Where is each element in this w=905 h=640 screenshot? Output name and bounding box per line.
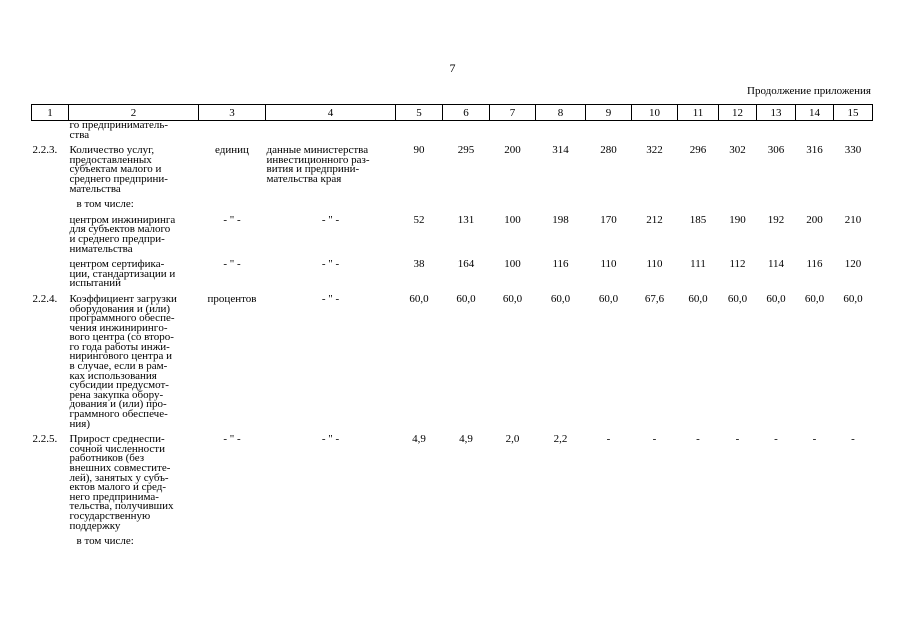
table-row <box>32 435 873 531</box>
value-cell: 322 <box>646 144 663 157</box>
value-cell: 52 <box>413 213 425 226</box>
unit-cell <box>199 121 266 141</box>
indicator-name: центром сертифика- ции, стандартизации и испытаний <box>69 258 176 290</box>
indicators-table <box>31 104 873 547</box>
header-cell: 15 <box>834 105 873 121</box>
value-cell <box>796 121 834 141</box>
unit-cell <box>199 537 266 547</box>
table-row <box>32 121 873 141</box>
value-cell: 316 <box>806 144 823 157</box>
value-cell: 60,0 <box>766 292 786 305</box>
value-cell: 314 <box>552 144 569 157</box>
source-cell: - " - <box>321 292 340 305</box>
value-cell: 198 <box>552 213 569 226</box>
value-cell <box>678 121 719 141</box>
value-cell <box>796 200 834 210</box>
value-cell <box>586 200 632 210</box>
unit-cell: единиц <box>215 144 249 157</box>
value-cell: - <box>774 433 778 446</box>
value-cell <box>396 537 443 547</box>
value-cell: 116 <box>552 258 569 271</box>
value-cell: - <box>652 433 657 446</box>
value-cell: 302 <box>729 144 746 157</box>
row-number: 2.2.3. <box>32 144 58 157</box>
source-cell <box>266 537 396 547</box>
value-cell: 120 <box>844 258 862 271</box>
table-row <box>32 216 873 254</box>
row-number <box>32 260 69 289</box>
value-cell <box>834 200 873 210</box>
value-cell: 100 <box>504 258 521 271</box>
row-number <box>32 537 69 547</box>
value-cell: 111 <box>690 258 706 271</box>
value-cell: 306 <box>767 144 785 157</box>
value-cell: 2,0 <box>505 433 520 446</box>
table-row <box>32 200 873 210</box>
value-cell: 60,0 <box>598 292 619 305</box>
value-cell: 200 <box>504 144 521 157</box>
value-cell: 110 <box>600 258 617 271</box>
value-cell: - <box>812 433 817 446</box>
value-cell: 131 <box>457 213 475 226</box>
header-cell: 11 <box>678 105 719 121</box>
value-cell: 114 <box>767 258 785 271</box>
source-cell: - " - <box>321 258 340 271</box>
value-cell: 4,9 <box>459 433 473 446</box>
source-cell <box>266 200 396 210</box>
value-cell: 280 <box>600 144 617 157</box>
header-cell: 8 <box>536 105 586 121</box>
indicator-name: Количество услуг, предоставленных субъектам малого и среднего предприни- мательства <box>69 144 168 195</box>
value-cell: 90 <box>413 144 425 157</box>
value-cell: 2,2 <box>553 433 568 446</box>
value-cell: 295 <box>457 144 475 157</box>
value-cell <box>490 537 536 547</box>
indicator-name: центром инжиниринга для субъектов малого и среднего предпри- нимательства <box>69 213 176 255</box>
header-cell: 6 <box>443 105 490 121</box>
header-cell: 3 <box>199 105 266 121</box>
value-cell: 185 <box>689 213 707 226</box>
value-cell: 190 <box>729 213 746 226</box>
value-cell: 60,0 <box>456 292 476 305</box>
value-cell <box>719 200 757 210</box>
header-cell: 1 <box>32 105 69 121</box>
value-cell: 60,0 <box>688 292 708 305</box>
unit-cell: - " - <box>223 258 241 271</box>
table-row <box>32 537 873 547</box>
value-cell: 60,0 <box>843 292 863 305</box>
value-cell: 192 <box>767 213 785 226</box>
value-cell <box>632 537 678 547</box>
value-cell: 330 <box>844 144 862 157</box>
value-cell: 60,0 <box>804 292 825 305</box>
value-cell <box>796 537 834 547</box>
row-number: 2.2.5. <box>32 433 58 446</box>
value-cell: 60,0 <box>502 292 523 305</box>
continuation-label: Продолжение приложения <box>747 85 871 97</box>
source-cell: - " - <box>321 213 340 226</box>
value-cell <box>586 121 632 141</box>
indicator-name: го предприниматель- ства <box>69 119 169 141</box>
indicator-name: Коэффициент загрузки оборудования и (или) программного обеспе- чения инжинирингo- вого центра (со второ- го года работы инжи- нирингового центра и в случае, если в рам- ках использования субсидии предусмот- рена закупка обору- дования и (или) про- граммного обеспече- ния) <box>69 292 177 430</box>
table-body <box>32 121 873 547</box>
value-cell <box>719 121 757 141</box>
value-cell <box>834 121 873 141</box>
header-cell: 4 <box>266 105 396 121</box>
header-cell: 14 <box>796 105 834 121</box>
header-cell: 7 <box>490 105 536 121</box>
value-cell <box>757 121 796 141</box>
value-cell: 67,6 <box>644 292 665 305</box>
value-cell: 200 <box>806 213 823 226</box>
value-cell: 60,0 <box>409 292 429 305</box>
value-cell: 116 <box>806 258 823 271</box>
value-cell: 164 <box>457 258 475 271</box>
value-cell <box>443 200 490 210</box>
value-cell: - <box>735 433 740 446</box>
value-cell: 112 <box>729 258 746 271</box>
header-cell: 2 <box>69 105 199 121</box>
value-cell <box>678 537 719 547</box>
value-cell <box>443 121 490 141</box>
unit-cell: - " - <box>223 433 241 446</box>
value-cell: 110 <box>646 258 663 271</box>
row-number <box>32 121 69 141</box>
value-cell <box>834 537 873 547</box>
value-cell <box>396 200 443 210</box>
value-cell: 170 <box>600 213 617 226</box>
table-row <box>32 260 873 289</box>
unit-cell <box>199 200 266 210</box>
value-cell <box>719 537 757 547</box>
value-cell: - <box>606 433 611 446</box>
value-cell <box>757 537 796 547</box>
table-row <box>32 295 873 429</box>
header-cell: 12 <box>719 105 757 121</box>
value-cell: 100 <box>504 213 521 226</box>
value-cell: 210 <box>844 213 862 226</box>
unit-cell: процентов <box>207 292 257 305</box>
indicator-name: в том числе: <box>76 198 134 211</box>
header-cell: 5 <box>396 105 443 121</box>
value-cell <box>490 121 536 141</box>
value-cell: 60,0 <box>550 292 571 305</box>
source-cell <box>266 121 396 141</box>
header-cell: 9 <box>586 105 632 121</box>
page-number: 7 <box>449 61 456 75</box>
value-cell <box>678 200 719 210</box>
value-cell: 296 <box>689 144 707 157</box>
value-cell <box>443 537 490 547</box>
value-cell: - <box>851 433 855 446</box>
header-cell: 13 <box>757 105 796 121</box>
value-cell <box>536 200 586 210</box>
row-number <box>32 200 69 210</box>
value-cell: 212 <box>646 213 663 226</box>
value-cell: 4,9 <box>412 433 426 446</box>
indicator-name: в том числе: <box>76 535 134 548</box>
indicator-name: Прирост среднеспи- сочной численности работников (без внешних совместите- лей), занятых у субъ- ектов малого и сред- него предпринима- тельства, получивших государственную поддержку <box>69 433 174 532</box>
source-cell: - " - <box>321 433 340 446</box>
value-cell <box>536 537 586 547</box>
header-cell: 10 <box>632 105 678 121</box>
value-cell <box>490 200 536 210</box>
value-cell <box>632 121 678 141</box>
row-number <box>32 216 69 254</box>
value-cell <box>632 200 678 210</box>
unit-cell: - " - <box>223 213 241 226</box>
value-cell <box>586 537 632 547</box>
value-cell <box>757 200 796 210</box>
value-cell: - <box>696 433 700 446</box>
value-cell <box>536 121 586 141</box>
row-number: 2.2.4. <box>32 292 58 305</box>
source-cell: данные министерства инвестиционного раз- вития и предприни- мательства края <box>266 144 370 185</box>
value-cell: 60,0 <box>727 292 748 305</box>
table-row <box>32 146 873 194</box>
value-cell <box>396 121 443 141</box>
value-cell: 38 <box>413 258 425 271</box>
